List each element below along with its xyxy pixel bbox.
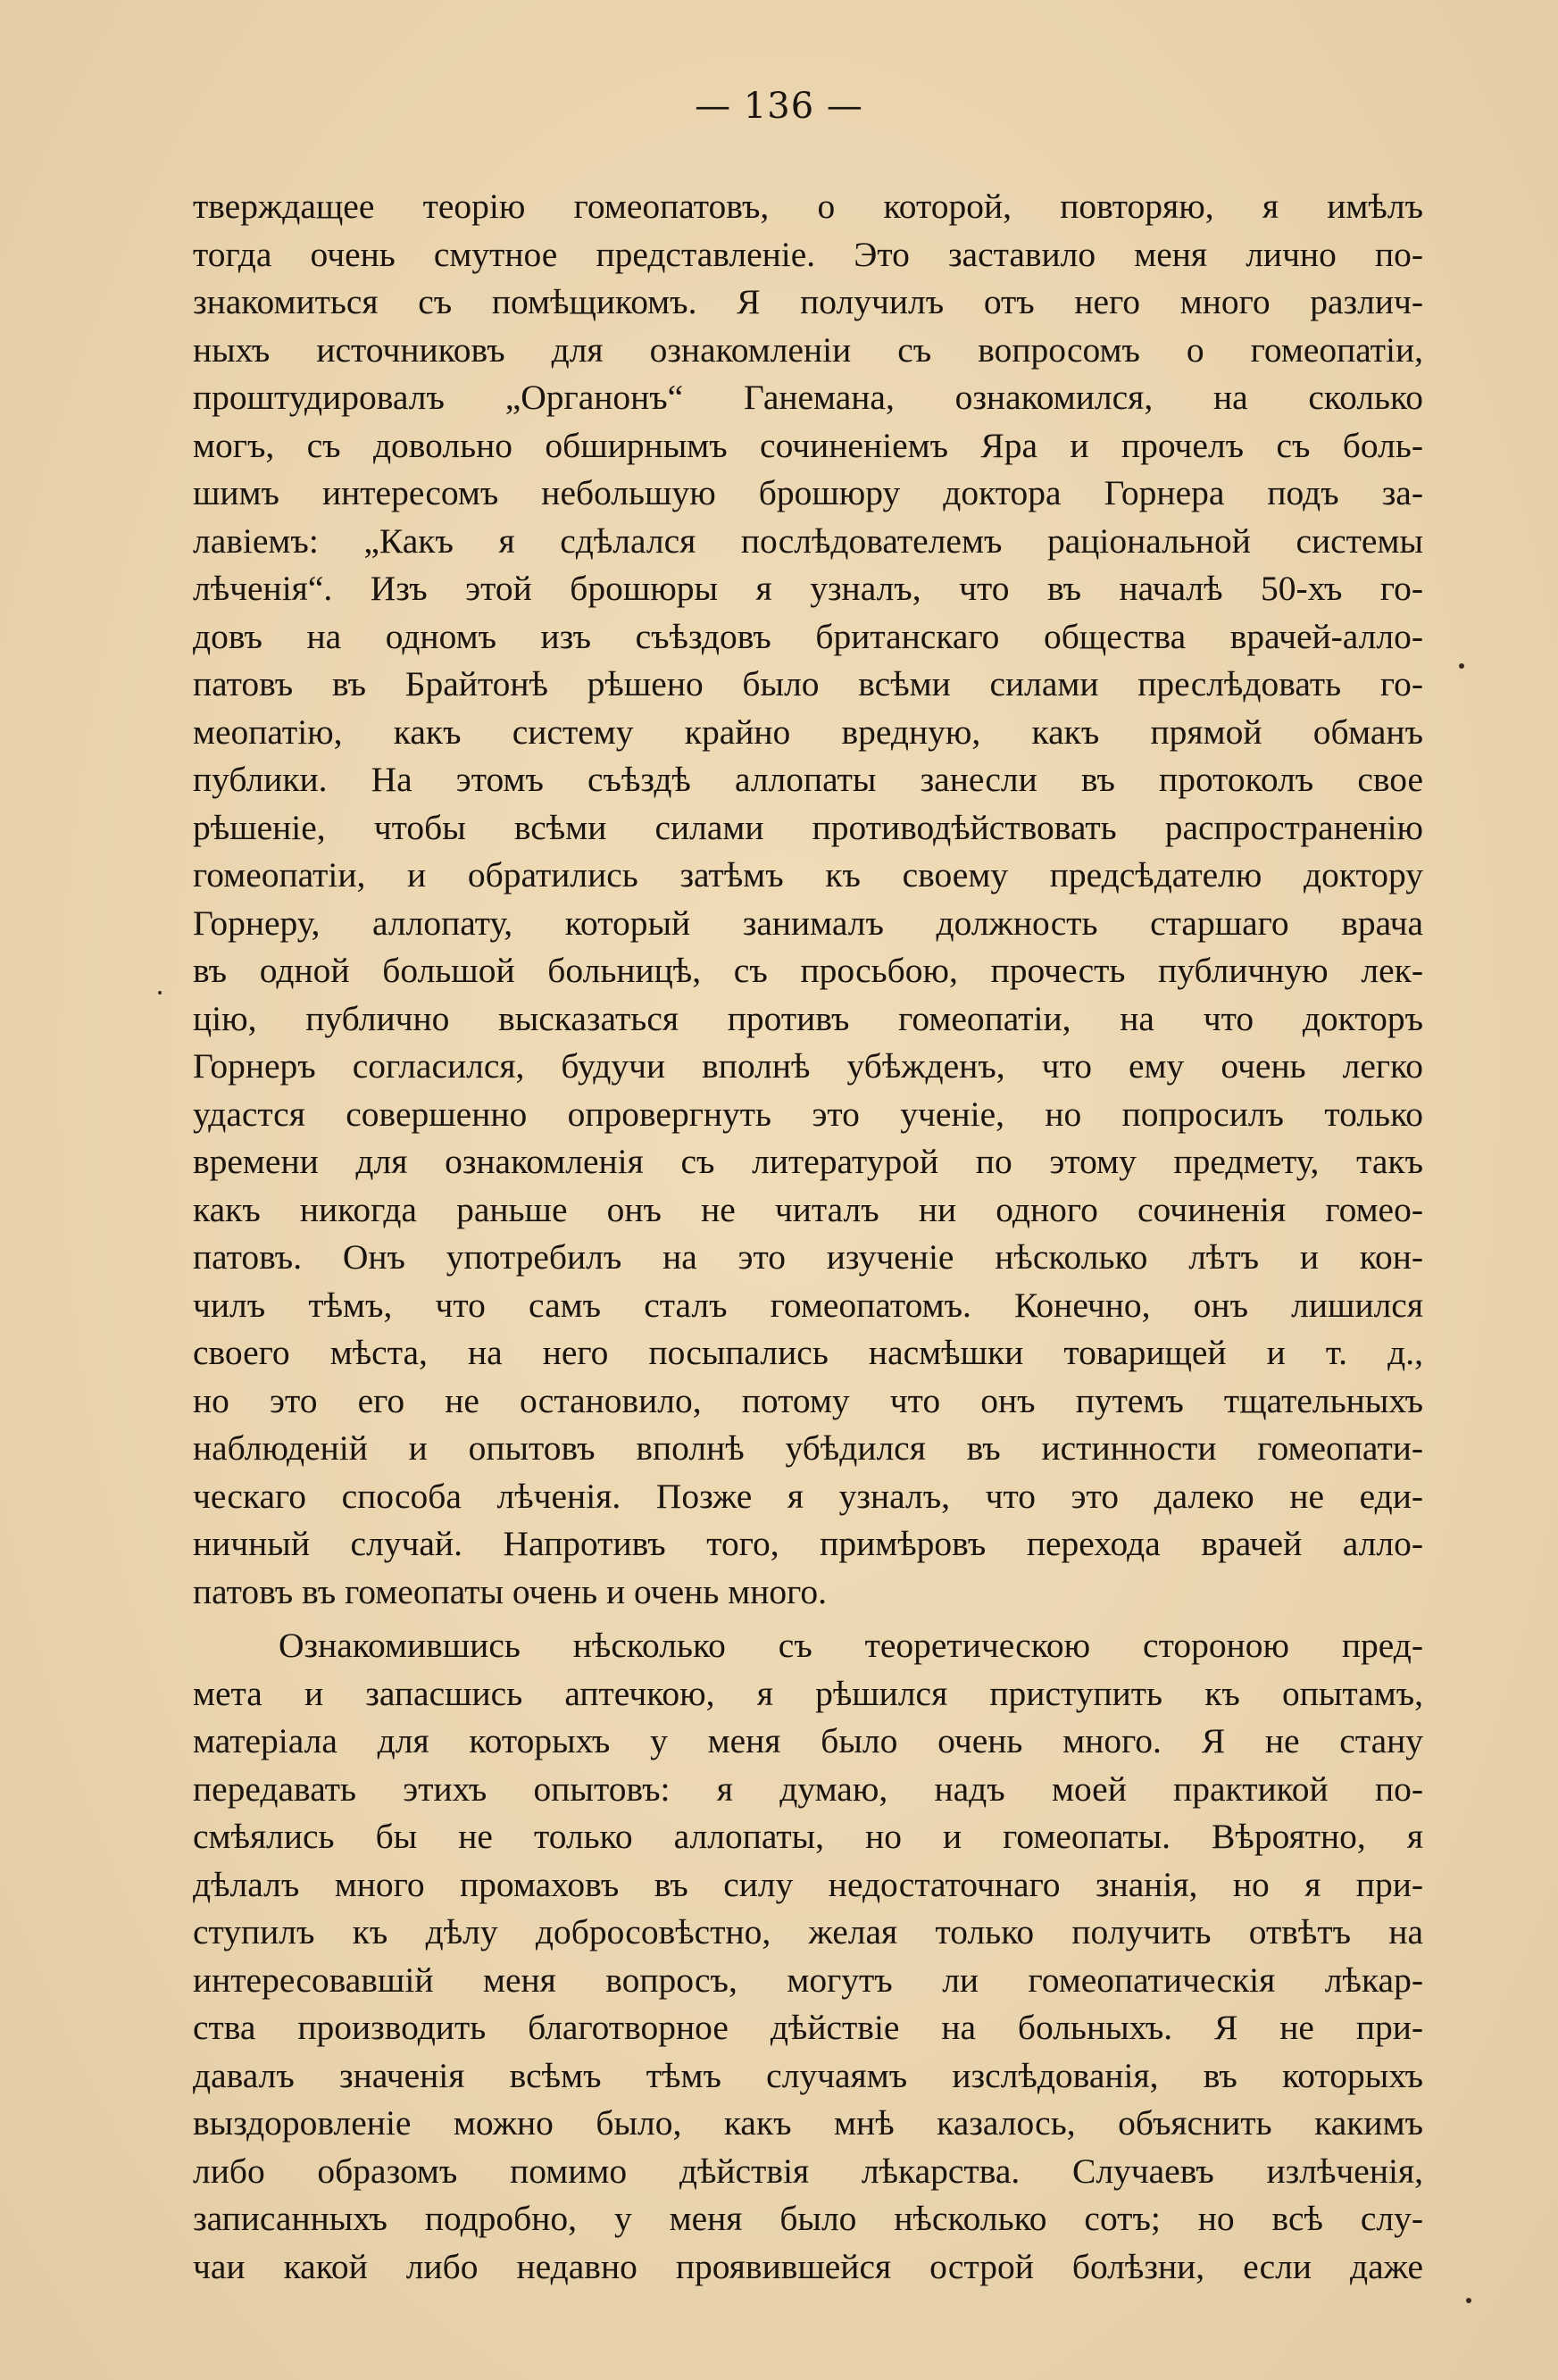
text-line: меопатію, какъ систему крайно вредную, какъ прямой обманъ — [193, 712, 1423, 752]
text-line: могъ, съ довольно обширнымъ сочиненіемъ Яра и прочелъ съ боль- — [193, 425, 1423, 465]
text-line: довъ на одномъ изъ съѣздовъ британскаго общества врачей-алло- — [193, 616, 1423, 656]
text-line: Горнеръ согласился, будучи вполнѣ убѣжденъ, что ему очень легко — [193, 1046, 1423, 1086]
text-line: гомеопатіи, и обратились затѣмъ къ своему предсѣдателю доктору — [193, 855, 1423, 895]
text-line: ныхъ источниковъ для ознакомленіи съ вопросомъ о гомеопатіи, — [193, 329, 1423, 370]
text-line: но это его не остановило, потому что онъ путемъ тщательныхъ — [193, 1380, 1423, 1420]
text-line: дѣлалъ много промаховъ въ силу недостаточнаго знанія, но я при- — [193, 1864, 1423, 1904]
text-line: цію, публично высказаться противъ гомеопатіи, на что докторъ — [193, 998, 1423, 1038]
text-line: матеріала для которыхъ у меня было очень много. Я не стану — [193, 1721, 1423, 1760]
page-number: — 136 — — [695, 86, 863, 127]
text-line: какъ никогда раньше онъ не читалъ ни одного сочиненія гомео- — [193, 1189, 1423, 1229]
text-line: ничный случай. Напротивъ того, примѣровъ перехода врачей алло- — [193, 1524, 1423, 1563]
text-line: публики. На этомъ съѣздѣ аллопаты занесли въ протоколъ свое — [193, 760, 1423, 799]
paragraph — [193, 183, 1423, 1616]
paper-speck — [1466, 2298, 1471, 2303]
text-line: ступилъ къ дѣлу добросовѣстно, желая только получить отвѣтъ на — [193, 1912, 1423, 1951]
text-line: тогда очень смутное представленіе. Это заставило меня лично по- — [193, 234, 1423, 274]
text-line: удастся совершенно опровергнуть это ученіе, но попросилъ только — [193, 1094, 1423, 1134]
text-line: интересовавшій меня вопросъ, могутъ ли гомеопатическія лѣкар- — [193, 1960, 1423, 2000]
text-line: знакомиться съ помѣщикомъ. Я получилъ отъ него много различ- — [193, 282, 1423, 321]
text-line: Горнеру, аллопату, который занималъ должность старшаго врача — [193, 903, 1423, 943]
text-line: наблюденій и опытовъ вполнѣ убѣдился въ истинности гомеопати- — [193, 1428, 1423, 1468]
text-line: патовъ въ Брайтонѣ рѣшено было всѣми силами преслѣдовать го- — [193, 664, 1423, 703]
text-line: смѣялись бы не только аллопаты, но и гомеопаты. Вѣроятно, я — [193, 1817, 1423, 1856]
text-line: лавіемъ: „Какъ я сдѣлался послѣдователемъ раціональной системы — [193, 520, 1423, 561]
text-line: патовъ въ гомеопаты очень и очень много. — [193, 1571, 827, 1611]
text-line: своего мѣста, на него посыпались насмѣшки товарищей и т. д., — [193, 1333, 1423, 1372]
text-line: мета и запасшись аптечкою, я рѣшился приступить къ опытамъ, — [193, 1673, 1423, 1713]
paragraph — [193, 1622, 1423, 2291]
paper-speck — [1459, 663, 1464, 669]
text-body — [193, 183, 1423, 2291]
text-line: выздоровленіе можно было, какъ мнѣ казалось, объяснить какимъ — [193, 2103, 1423, 2143]
text-line: ства производить благотворное дѣйствіе на больныхъ. Я не при- — [193, 2008, 1423, 2047]
text-line: проштудировалъ „Органонъ“ Ганемана, ознакомился, на сколько — [193, 378, 1423, 417]
text-line: Ознакомившись нѣсколько съ теоретическою стороною пред- — [279, 1626, 1423, 1665]
text-line: шимъ интересомъ небольшую брошюру доктора Горнера подъ за- — [193, 473, 1423, 512]
text-line: чилъ тѣмъ, что самъ сталъ гомеопатомъ. Конечно, онъ лишился — [193, 1285, 1423, 1325]
text-line: ческаго способа лѣченія. Позже я узналъ, что это далеко не еди- — [193, 1476, 1423, 1516]
text-line: передавать этихъ опытовъ: я думаю, надъ моей практикой по- — [193, 1768, 1423, 1809]
text-line: въ одной большой больницѣ, съ просьбою, прочесть публичную лек- — [193, 951, 1423, 990]
text-line: лѣченія“. Изъ этой брошюры я узналъ, что въ началѣ 50-хъ го- — [193, 569, 1423, 608]
text-line: патовъ. Онъ употребилъ на это изученіе нѣсколько лѣтъ и кон- — [193, 1237, 1423, 1277]
text-line: рѣшеніе, чтобы всѣми силами противодѣйствовать распространенію — [193, 807, 1423, 847]
text-line: записанныхъ подробно, у меня было нѣсколько сотъ; но всѣ слу- — [193, 2199, 1423, 2238]
text-line: либо образомъ помимо дѣйствія лѣкарства. Случаевъ излѣченія, — [193, 2151, 1423, 2191]
text-line: тверждащее теорію гомеопатовъ, о которой, повторяю, я имѣлъ — [193, 187, 1423, 226]
text-line: давалъ значенія всѣмъ тѣмъ случаямъ изслѣдованія, въ которыхъ — [193, 2055, 1423, 2095]
paper-speck — [158, 991, 162, 994]
text-line: чаи какой либо недавно проявившейся острой болѣзни, если даже — [193, 2246, 1423, 2286]
text-line: времени для ознакомленія съ литературой по этому предмету, такъ — [193, 1142, 1423, 1181]
